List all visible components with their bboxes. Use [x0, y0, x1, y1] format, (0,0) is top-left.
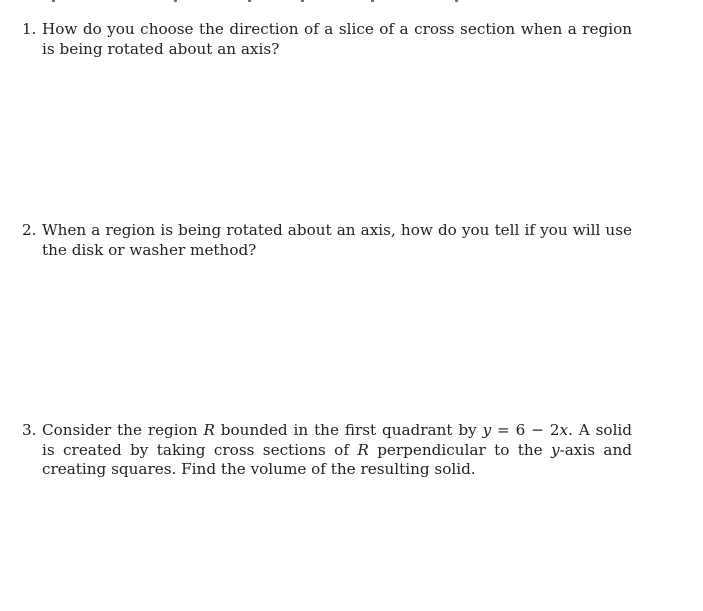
- math-variable: y: [551, 440, 560, 459]
- question-number: 1.: [22, 20, 37, 38]
- clipped-previous-text: [0, 0, 703, 3]
- text-run: -axis and creating squares. Find the volume of the resulting solid.: [42, 440, 632, 479]
- question-text: How do you choose the direction of a slice of a cross section when a region is being rotated about an axis?: [42, 20, 632, 58]
- question-number: 2.: [22, 221, 37, 239]
- text-run: perpendicular to the: [368, 440, 552, 459]
- math-expression: = 6 − 2: [491, 421, 560, 439]
- text-run: Consider the region: [42, 421, 204, 439]
- question-text: [22, 421, 632, 480]
- math-variable: R: [203, 421, 215, 439]
- text-run: bounded in the first quadrant by: [214, 421, 483, 439]
- math-variable: R: [357, 440, 369, 459]
- question-3: [22, 421, 632, 480]
- text-run: . A solid is created by taking cross sections of: [42, 421, 633, 459]
- question-1: [22, 20, 632, 59]
- question-number: 3.: [22, 421, 37, 439]
- math-variable: y: [482, 421, 492, 439]
- math-variable: x: [559, 421, 569, 439]
- question-text: When a region is being rotated about an axis, how do you tell if you will use the disk or washer method?: [42, 221, 632, 259]
- question-2: [22, 221, 632, 260]
